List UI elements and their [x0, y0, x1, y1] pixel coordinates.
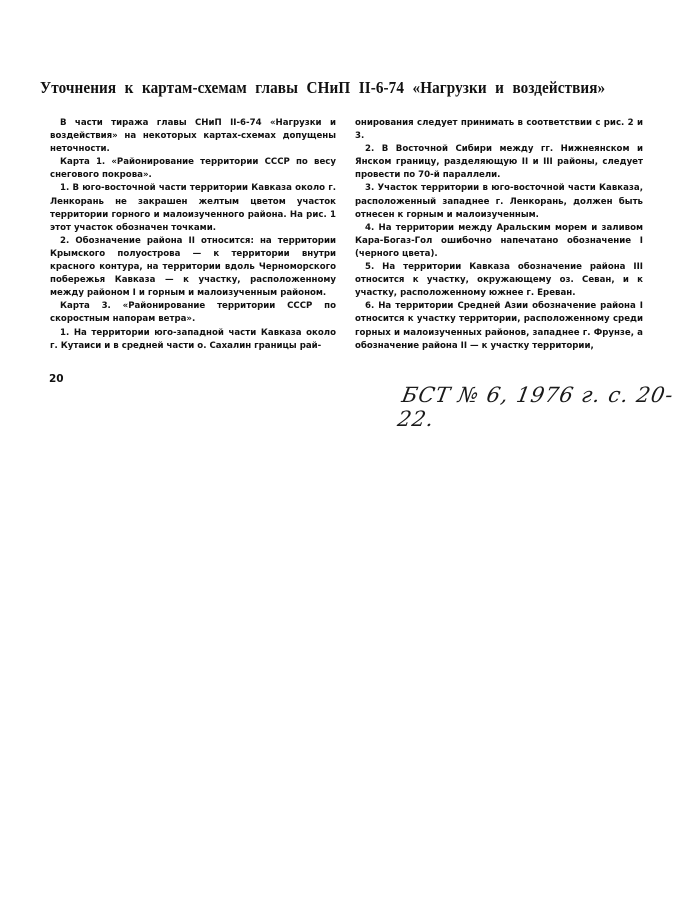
- document-title: Уточнения к картам-схемам главы СНиП II-6-74 «Нагрузки и воздействия»: [40, 78, 606, 97]
- paragraph-map1-item2: 2. Обозначение района II относится: на территории Крымского полуострова — к территории внутри красного контура, на территории вдоль Черноморского побережья Кавказа — к участку, расположенному между районом I и горным и малоизученным районом.: [50, 235, 336, 299]
- paragraph-map3-item3: 3. Участок территории в юго-восточной части Кавказа, расположенный западнее г. Ленкорань, должен быть отнесен к горным и малоизученным.: [355, 183, 643, 220]
- handwritten-citation: БСТ № 6, 1976 г. с. 20-22.: [395, 383, 676, 431]
- paragraph-map1-item1: 1. В юго-восточной части территории Кавказа около г. Ленкорань не закрашен желтым цветом участок территории горного и малоизученного района. На рис. 1 этот участок обозначен точками.: [50, 183, 336, 233]
- paragraph-map3-item1-cont: онирования следует принимать в соответствии с рис. 2 и 3.: [355, 118, 643, 142]
- paragraph-map3-heading: Карта 3. «Районирование территории СССР по скоростным напорам ветра».: [50, 301, 336, 325]
- left-column: [50, 117, 336, 353]
- paragraph-map3-item2: 2. В Восточной Сибири между гг. Нижнеянском и Янском границу, разделяющую II и III районы, следует провести по 70-й параллели.: [355, 144, 643, 181]
- paragraph-map3-item5: 5. На территории Кавказа обозначение района III относится к участку, окружающему оз. Севан, и к участку, расположенному южнее г. Ереван.: [355, 262, 643, 299]
- paragraph-map3-item6: 6. На территории Средней Азии обозначение района I относится к участку территории, расположенному среди горных и малоизученных районов, западнее г. Фрунзе, а обозначение района II — к участку территории,: [355, 301, 643, 351]
- paragraph-map3-item1: 1. На территории юго-западной части Кавказа около г. Кутаиси и в средней части о. Сахалин границы рай-: [50, 327, 336, 351]
- page-number: 20: [49, 373, 64, 385]
- right-column: [355, 117, 643, 353]
- paragraph-intro: В части тиража главы СНиП II-6-74 «Нагрузки и воздействия» на некоторых картах-схемах допущены неточности.: [50, 118, 336, 155]
- paragraph-map3-item4: 4. На территории между Аральским морем и заливом Кара-Богаз-Гол ошибочно напечатано обозначение I (черного цвета).: [355, 222, 643, 259]
- paragraph-map1-heading: Карта 1. «Районирование территории СССР по весу снегового покрова».: [50, 157, 336, 181]
